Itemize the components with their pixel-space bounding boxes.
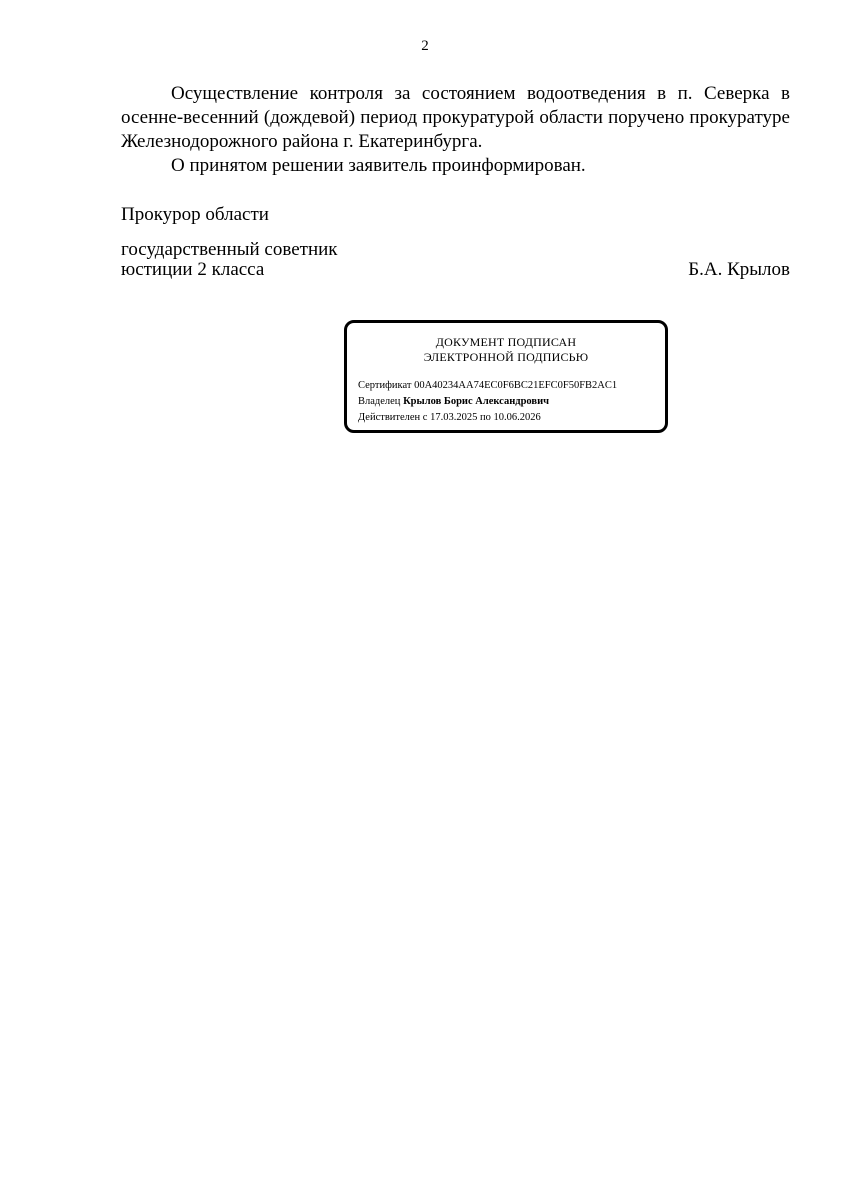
stamp-valid-label: Действителен xyxy=(358,412,421,423)
stamp-details xyxy=(358,378,665,426)
body-paragraph: Осуществление контроля за состоянием водоотведения в п. Северка в осенне-весенний (дождевой) период прокуратурой области поручено прокуратуре Железнодорожного района г. Екатеринбурга. xyxy=(121,83,790,152)
signatory-name: Б.А. Крылов xyxy=(688,259,790,280)
signatory-rank-block xyxy=(121,240,790,280)
body-paragraph: О принятом решении заявитель проинформирован. xyxy=(171,155,586,176)
signatory-rank-row xyxy=(121,260,790,280)
stamp-certificate-row xyxy=(358,378,665,394)
letter-body xyxy=(121,82,790,178)
stamp-title-line2: ЭЛЕКТРОННОЙ ПОДПИСЬЮ xyxy=(423,350,589,364)
signatory-rank-line1: государственный советник xyxy=(121,239,338,260)
stamp-valid-from: 17.03.2025 xyxy=(430,412,478,423)
stamp-title-line1: ДОКУМЕНТ ПОДПИСАН xyxy=(435,335,577,349)
signatory-rank-line2: юстиции 2 класса xyxy=(121,259,265,280)
page-number: 2 xyxy=(421,38,429,54)
stamp-validity-row xyxy=(358,410,665,426)
stamp-valid-from-label: с xyxy=(422,412,428,423)
stamp-owner-value: Крылов Борис Александрович xyxy=(403,396,550,407)
stamp-certificate-label: Сертификат xyxy=(358,380,412,391)
stamp-valid-to: 10.06.2026 xyxy=(493,412,541,423)
signatory-position-label: Прокурор области xyxy=(121,204,269,225)
stamp-certificate-value: 00A40234AA74EC0F6BC21EFC0F50FB2AC1 xyxy=(414,380,618,391)
stamp-title xyxy=(347,335,665,365)
stamp-valid-to-label: по xyxy=(479,412,491,423)
stamp-owner-row xyxy=(358,394,665,410)
signatory-position xyxy=(121,205,790,225)
electronic-signature-stamp xyxy=(344,320,668,433)
stamp-owner-label: Владелец xyxy=(358,396,401,407)
